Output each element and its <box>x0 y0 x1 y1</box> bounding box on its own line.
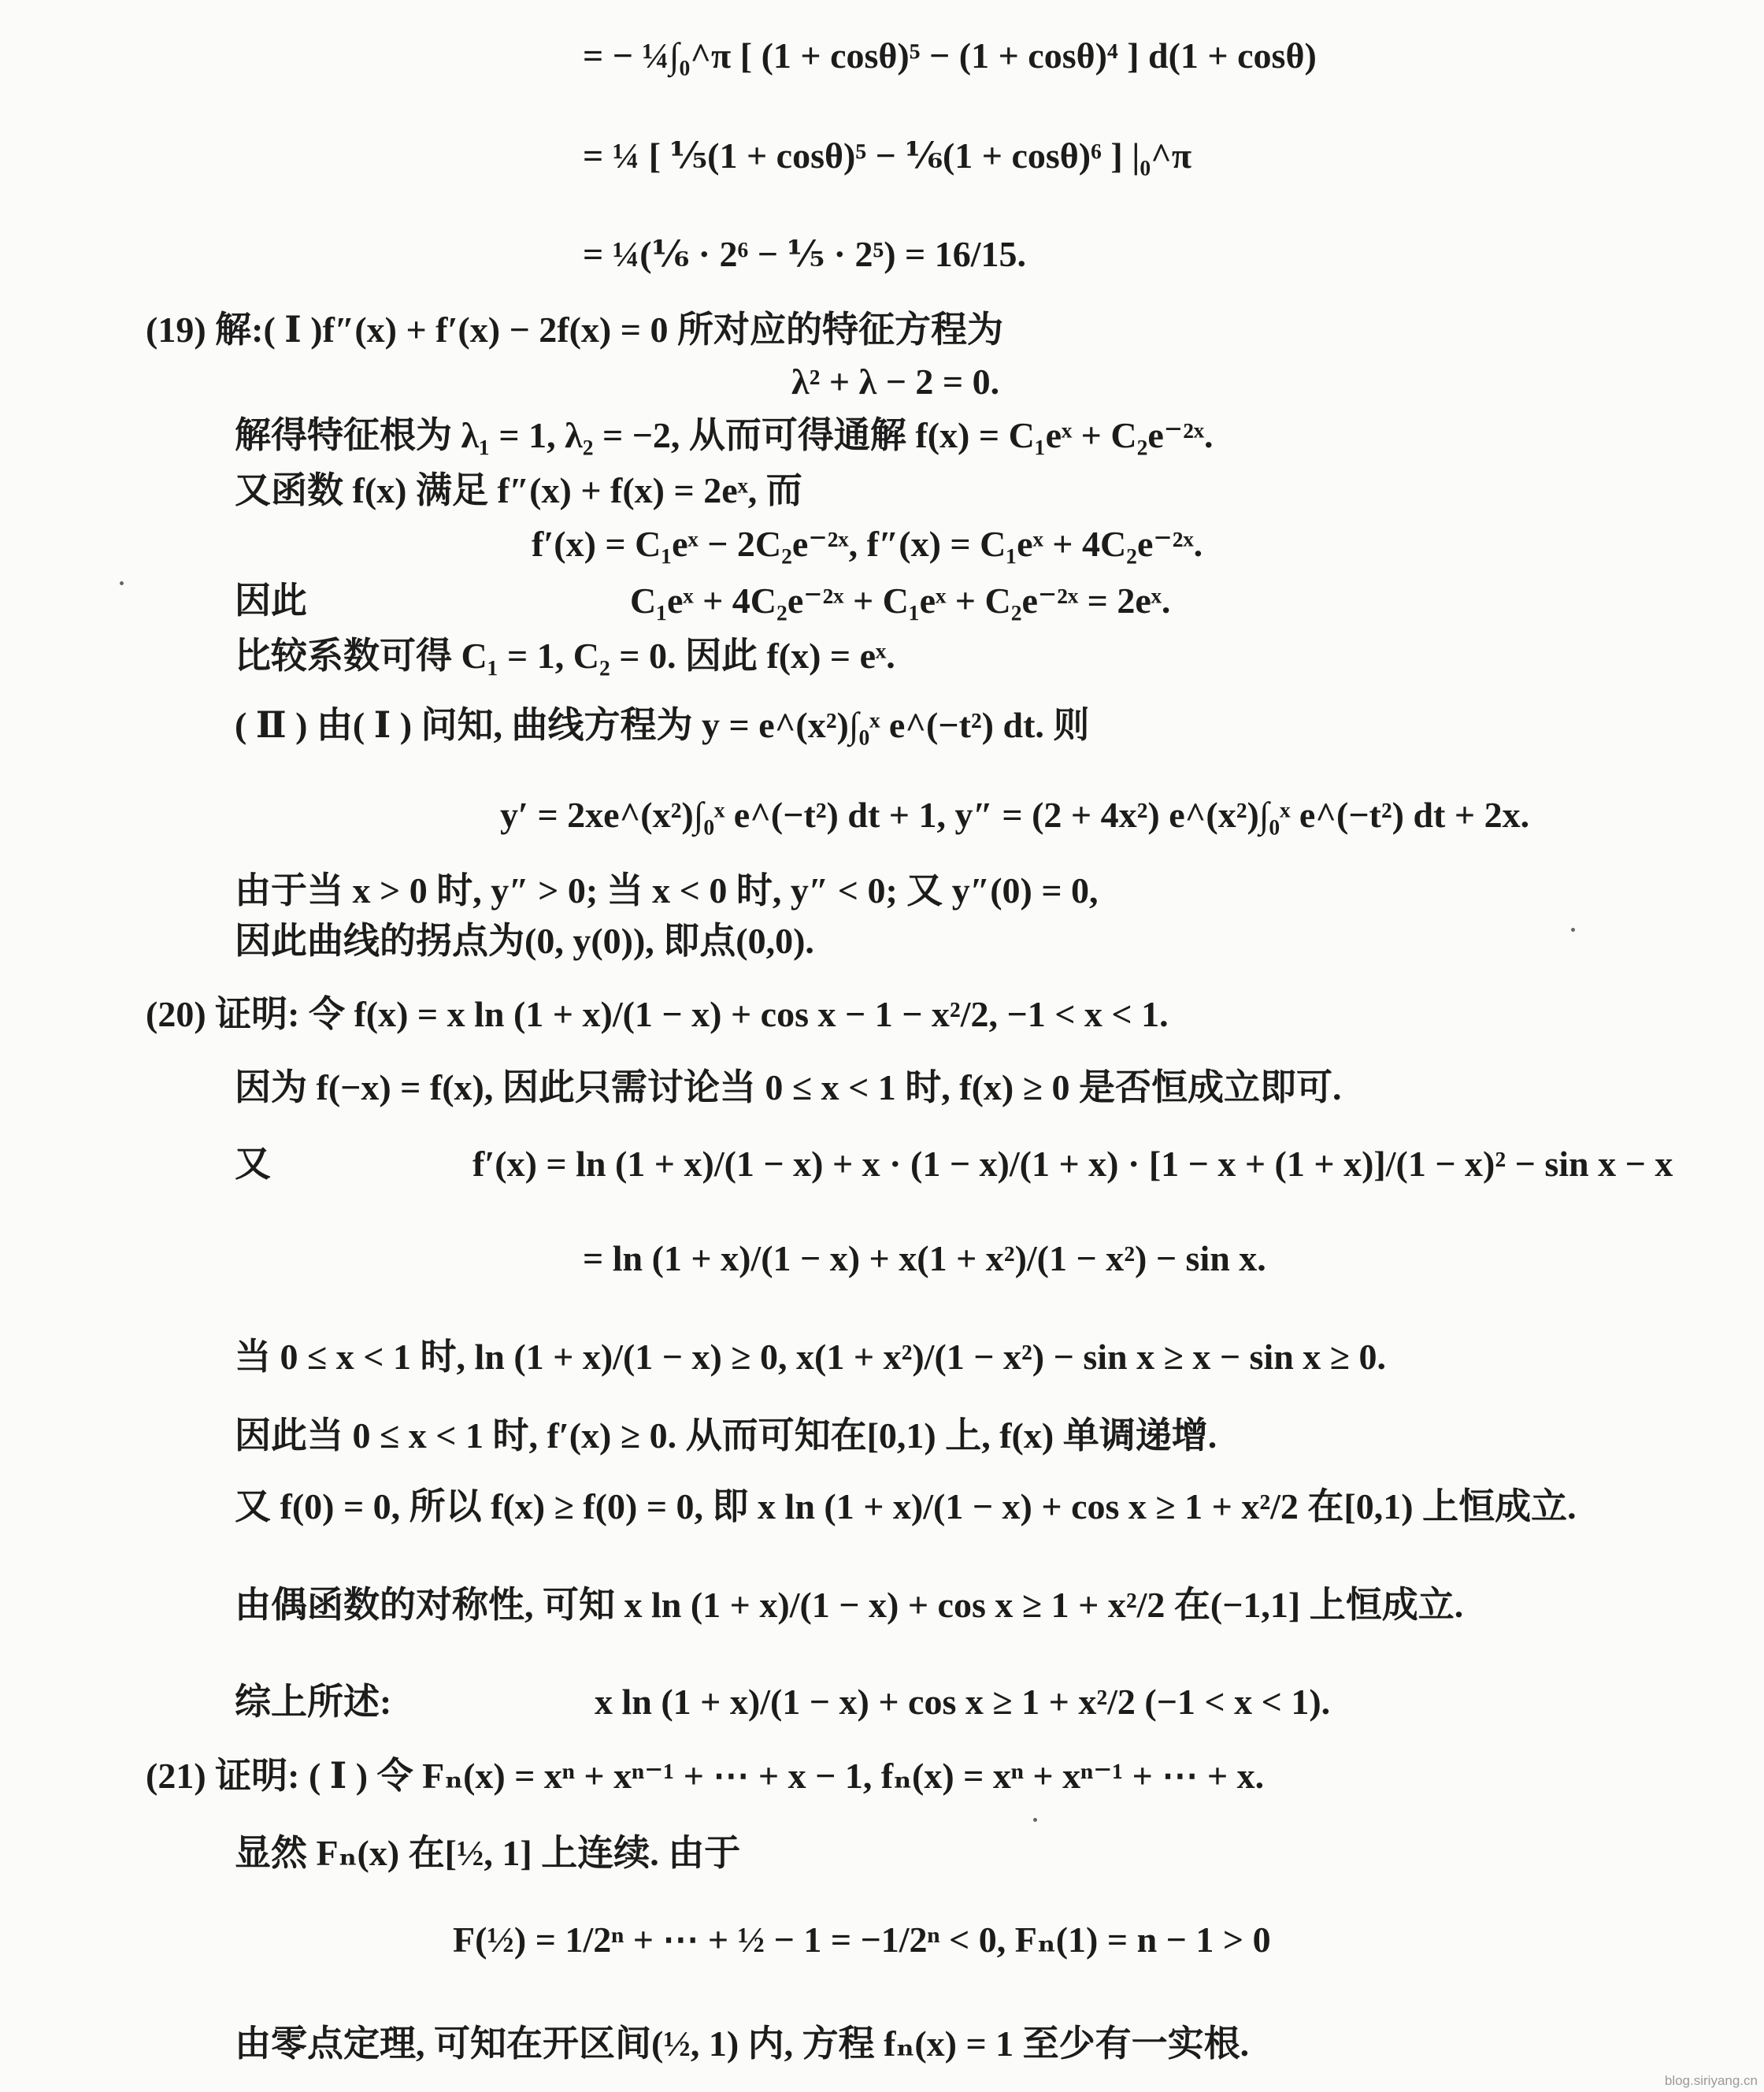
text-summary: 综上所述: <box>235 1682 392 1722</box>
text-part-2: ( Ⅱ ) 由( Ⅰ ) 问知, 曲线方程为 y = e^(x²)∫₀ˣ e^(−t²) dt. 则 <box>235 705 1090 745</box>
text-inflection: 因此曲线的拐点为(0, y(0)), 即点(0,0). <box>235 921 814 961</box>
text-symmetry: 由偶函数的对称性, 可知 x ln (1 + x)/(1 − x) + cos x ≥ 1 + x²/2 在(−1,1] 上恒成立. <box>235 1585 1464 1625</box>
text-sign-analysis: 由于当 x > 0 时, y″ > 0; 当 x < 0 时, y″ < 0; 又 y″(0) = 0, <box>235 870 1099 911</box>
scan-speck <box>1033 1818 1037 1822</box>
eq-f-prime-simplified: = ln (1 + x)/(1 − x) + x(1 + x²)/(1 − x²) − sin x. <box>583 1238 1266 1278</box>
eq-y-derivatives: y′ = 2xe^(x²)∫₀ˣ e^(−t²) dt + 1, y″ = (2 + 4x²) e^(x²)∫₀ˣ e^(−t²) dt + 2x. <box>500 795 1530 835</box>
scan-speck <box>1571 928 1575 932</box>
eq-endpoint-values: F(½) = 1/2ⁿ + ⋯ + ½ − 1 = −1/2ⁿ < 0, Fₙ(1) = n − 1 > 0 <box>453 1920 1271 1960</box>
text-condition: 又函数 f(x) 满足 f″(x) + f(x) = 2eˣ, 而 <box>235 470 802 510</box>
text-therefore: 因此 <box>235 580 307 621</box>
text-inequality-01: 又 f(0) = 0, 所以 f(x) ≥ f(0) = 0, 即 x ln (1 + x)/(1 − x) + cos x ≥ 1 + x²/2 在[0,1) 上恒成立. <box>235 1486 1577 1526</box>
text-nonnegative: 当 0 ≤ x < 1 时, ln (1 + x)/(1 − x) ≥ 0, x(1 + x²)/(1 − x²) − sin x ≥ x − sin x ≥ 0. <box>235 1337 1387 1377</box>
problem-19-heading: (19) 解:( Ⅰ )f″(x) + f′(x) − 2f(x) = 0 所对应的特征方程为 <box>146 310 1003 350</box>
eq-final-inequality: x ln (1 + x)/(1 − x) + cos x ≥ 1 + x²/2 (−1 < x < 1). <box>595 1682 1331 1722</box>
text-even-function: 因为 f(−x) = f(x), 因此只需讨论当 0 ≤ x < 1 时, f(x) ≥ 0 是否恒成立即可. <box>235 1067 1342 1107</box>
text-coefficients: 比较系数可得 C₁ = 1, C₂ = 0. 因此 f(x) = eˣ. <box>235 636 895 676</box>
watermark: blog.siriyang.cn <box>1664 2073 1758 2088</box>
problem-21-heading: (21) 证明: ( Ⅰ ) 令 Fₙ(x) = xⁿ + xⁿ⁻¹ + ⋯ + x − 1, fₙ(x) = xⁿ + xⁿ⁻¹ + ⋯ + x. <box>146 1756 1265 1796</box>
scan-speck <box>120 581 124 585</box>
eq-substitution: C₁eˣ + 4C₂e⁻²ˣ + C₁eˣ + C₂e⁻²ˣ = 2eˣ. <box>630 580 1171 621</box>
eq-line-3: = ¼(⅙ · 2⁶ − ⅕ · 2⁵) = 16/15. <box>583 234 1027 274</box>
eq-derivatives: f′(x) = C₁eˣ − 2C₂e⁻²ˣ, f″(x) = C₁eˣ + 4C₂e⁻²ˣ. <box>532 524 1203 564</box>
eq-f-prime: f′(x) = ln (1 + x)/(1 − x) + x · (1 − x)/(1 + x) · [1 − x + (1 + x)]/(1 − x)² − sin x − x <box>472 1144 1673 1184</box>
text-monotonic: 因此当 0 ≤ x < 1 时, f′(x) ≥ 0. 从而可知在[0,1) 上, f(x) 单调递增. <box>235 1415 1217 1456</box>
text-roots: 解得特征根为 λ₁ = 1, λ₂ = −2, 从而可得通解 f(x) = C₁eˣ + C₂e⁻²ˣ. <box>235 415 1214 455</box>
problem-20-heading: (20) 证明: 令 f(x) = x ln (1 + x)/(1 − x) + cos x − 1 − x²/2, −1 < x < 1. <box>146 994 1169 1034</box>
text-also: 又 <box>235 1144 271 1184</box>
text-continuity: 显然 Fₙ(x) 在[½, 1] 上连续. 由于 <box>235 1833 741 1873</box>
eq-line-2: = ¼ [ ⅕(1 + cosθ)⁵ − ⅙(1 + cosθ)⁶ ] |₀^π <box>583 135 1192 176</box>
text-zero-theorem: 由零点定理, 可知在开区间(½, 1) 内, 方程 fₙ(x) = 1 至少有一实根. <box>235 2023 1250 2064</box>
eq-line-1: = − ¼∫₀^π [ (1 + cosθ)⁵ − (1 + cosθ)⁴ ] d(1 + cosθ) <box>583 35 1317 76</box>
eq-char-equation: λ² + λ − 2 = 0. <box>791 362 1000 402</box>
